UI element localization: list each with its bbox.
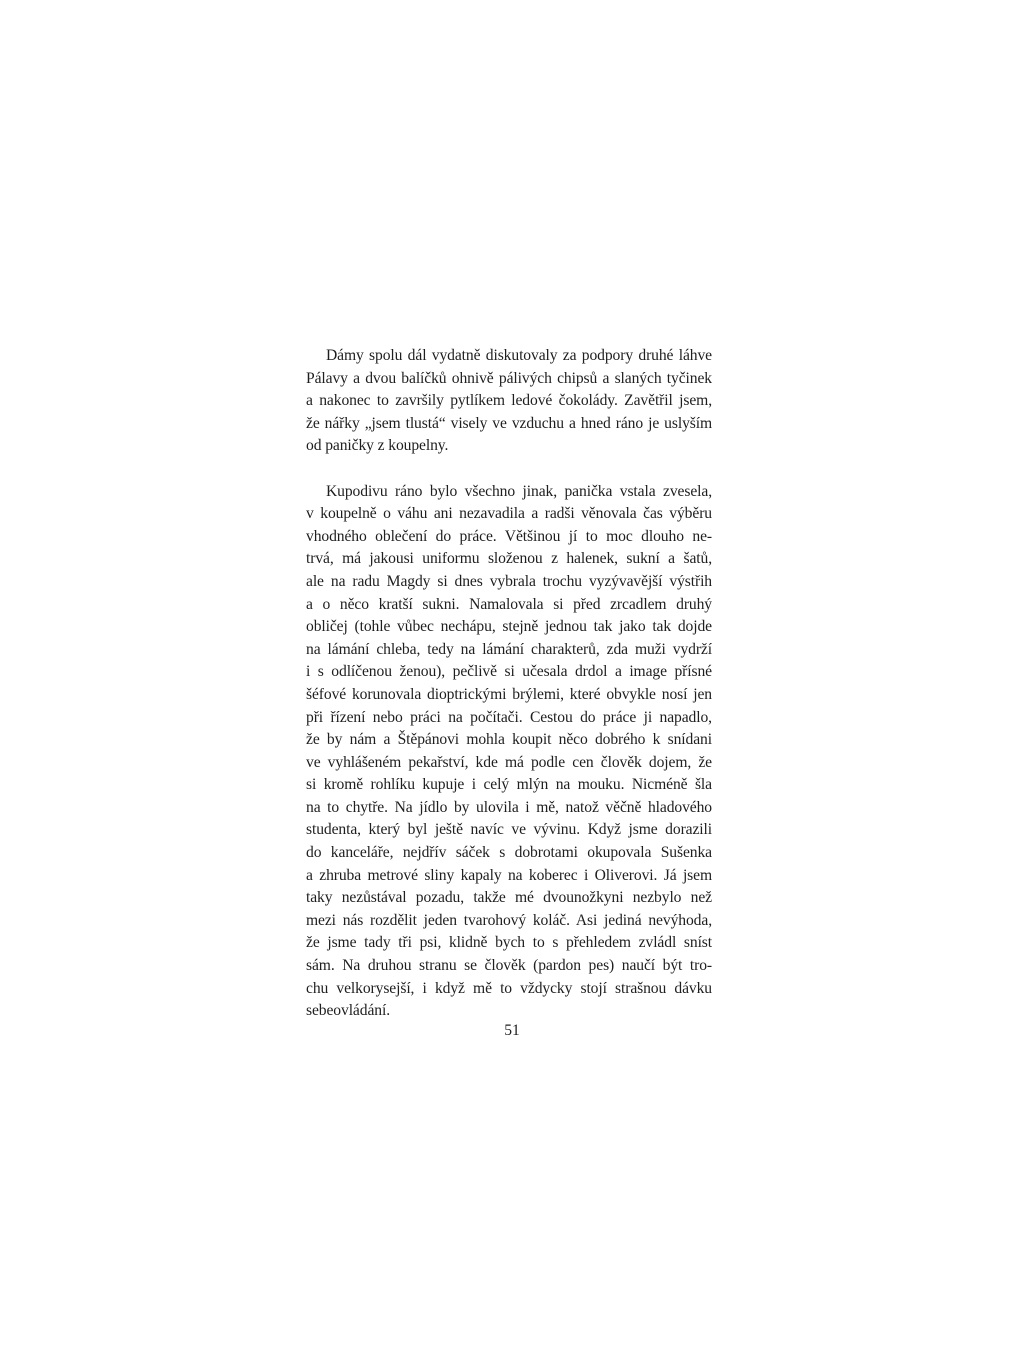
text-line: sebeovládání.	[306, 1002, 391, 1020]
paragraph-gap	[306, 458, 712, 481]
text-line: Pálavy a dvou balíčků ohnivě pálivých chipsů a slaných tyčinek	[306, 369, 712, 387]
body-text	[306, 345, 712, 1023]
text-line: trvá, má jakousi uniformu složenou z halenek, sukní a šatů,	[306, 550, 712, 568]
text-line: při řízení nebo práci na počítači. Cestou do práce ji napadlo,	[306, 708, 712, 726]
text-line: chu velkorysejší, i když mě to vždycky stojí strašnou dávku	[306, 979, 712, 997]
text-line: Kupodivu ráno bylo všechno jinak, panička vstala zvesela,	[326, 482, 712, 500]
paragraph-2	[306, 481, 712, 1023]
text-line: že jsme tady tři psi, klidně bych to s přehledem zvládl sníst	[306, 934, 712, 952]
text-line: v koupelně o váhu ani nezavadila a radši věnovala čas výběru	[306, 505, 712, 523]
text-line: do kanceláře, nejdřív sáček s dobrotami okupovala Sušenka	[306, 844, 712, 862]
text-line: a o něco kratší sukni. Namalovala si před zrcadlem druhý	[306, 595, 712, 613]
text-line: že nářky „jsem tlustá“ visely ve vzduchu a hned ráno je uslyším	[306, 414, 712, 432]
text-line: od paničky z koupelny.	[306, 437, 449, 455]
text-line: sám. Na druhou stranu se člověk (pardon pes) naučí být tro-	[306, 957, 712, 975]
text-line: Dámy spolu dál vydatně diskutovaly za podpory druhé láhve	[326, 347, 712, 364]
text-line: ve vyhlášeném pekařství, kde má podle cen člověk dojem, že	[306, 753, 712, 771]
text-line: na to chytře. Na jídlo by ulovila i mě, natož věčně hladového	[306, 798, 712, 816]
text-line: mezi nás rozdělit jeden tvarohový koláč. Asi jediná nevýhoda,	[306, 911, 712, 929]
text-line: šéfové korunovala dioptrickými brýlemi, které obvykle nosí jen	[306, 685, 712, 703]
text-line: si kromě rohlíku kupuje i celý mlýn na mouku. Nicméně šla	[306, 776, 712, 794]
text-line: a nakonec to završily pytlíkem ledové čokolády. Zavětřil jsem,	[306, 392, 712, 410]
text-line: studenta, který byl ještě navíc ve vývinu. Když jsme dorazili	[306, 821, 712, 839]
text-line: i s odlíčenou ženou), pečlivě si učesala drdol a image přísné	[306, 663, 712, 681]
text-line: ale na radu Magdy si dnes vybrala trochu vyzývavější výstřih	[306, 572, 712, 590]
text-line: obličej (tohle vůbec nechápu, stejně jednou tak jako tak dojde	[306, 618, 712, 636]
text-line: že by nám a Štěpánovi mohla koupit něco dobrého k snídani	[306, 731, 712, 749]
text-line: a zhruba metrové sliny kapaly na koberec i Oliverovi. Já jsem	[306, 866, 712, 884]
text-line: taky nezůstával pozadu, takže mé dvounožkyni nezbylo než	[306, 889, 712, 907]
text-line: vhodného oblečení do práce. Většinou jí to moc dlouho ne-	[306, 527, 712, 545]
paragraph-1	[306, 345, 712, 458]
text-line: na lámání chleba, tedy na lámání charakterů, zda muži vydrží	[306, 640, 712, 658]
page-number: 51	[504, 1022, 520, 1039]
